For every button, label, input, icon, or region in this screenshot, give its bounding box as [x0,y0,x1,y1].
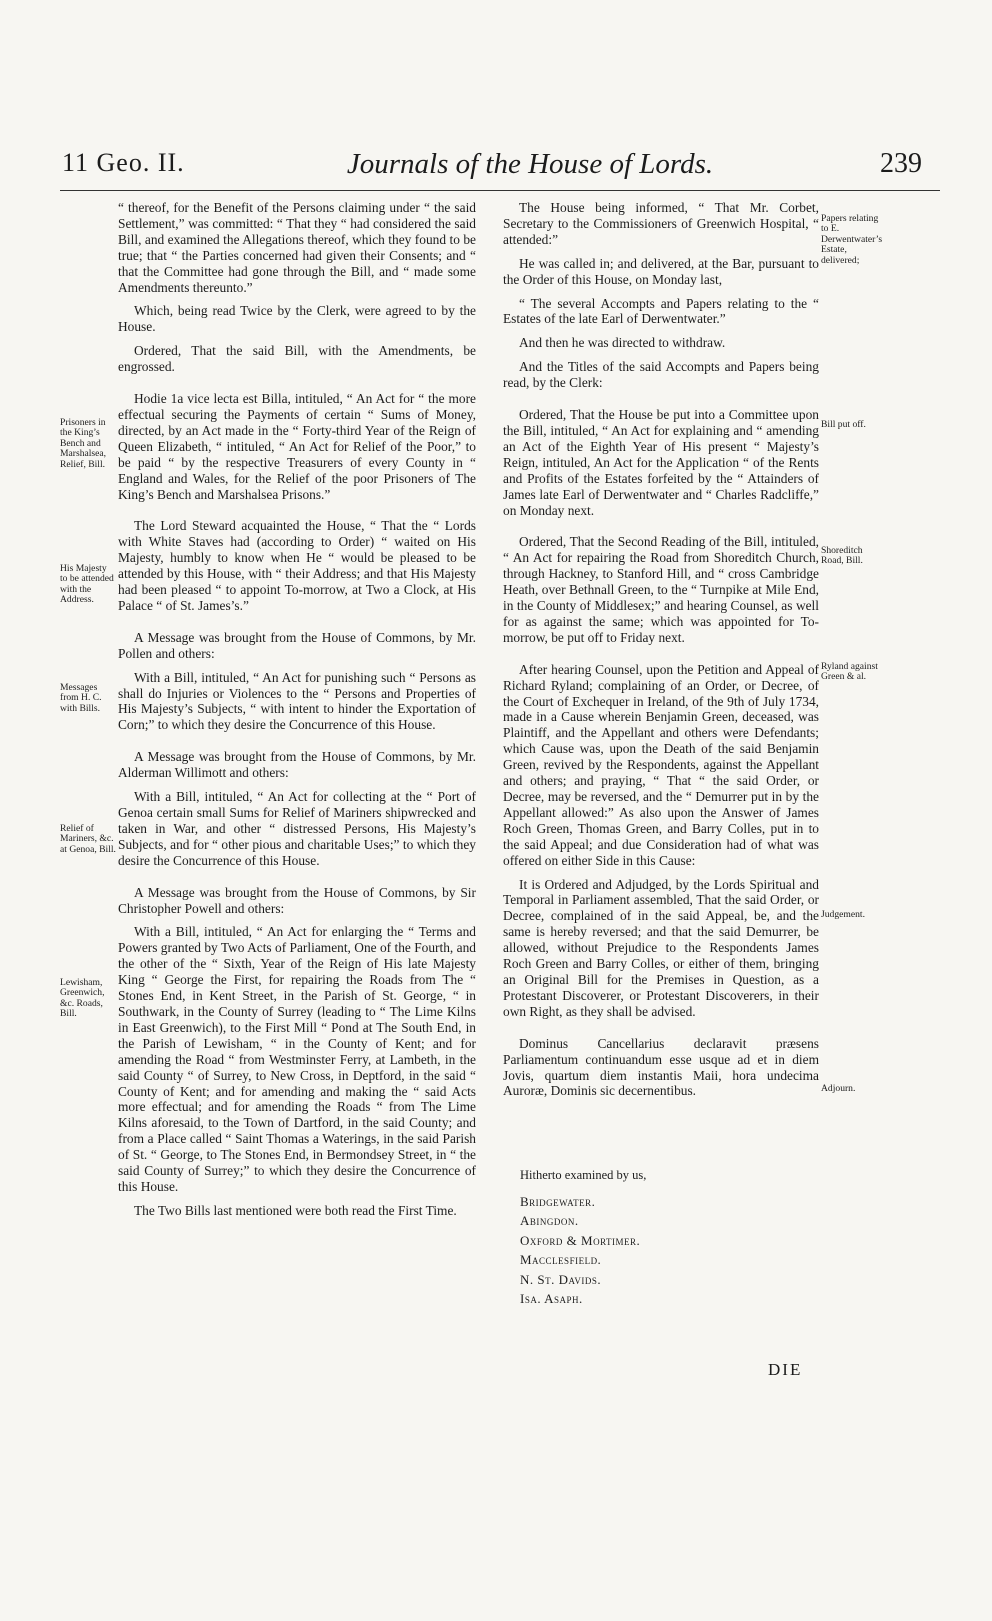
paragraph: The Lord Steward acquainted the House, “ That the “ Lords with White Staves had (according to Order) “ waited on His Majesty, humbly to know when He “ would be pleased to be attended by this House, with “ their Address; and that His Majesty had been pleased “ to appoint To-morrow, at Two a Clock, at His Palace “ of St. James’s.” [118,518,476,613]
paragraph: A Message was brought from the House of Commons, by Sir Christopher Powell and others: [118,884,476,916]
paragraph: And the Titles of the said Accompts and Papers being read, by the Clerk: [503,359,819,391]
margin-note-prisoners-bill: Prisoners in the King’s Bench and Marshalsea, Relief, Bill. [60,417,107,470]
paragraph: The House being informed, “ That Mr. Corbet, Secretary to the Commissioners of Greenwich Hospital, “ attended:” [503,200,819,247]
signature-intro: Hitherto examined by us, [520,1168,647,1182]
paragraph: He was called in; and delivered, at the Bar, pursuant to the Order of this House, on Monday last, [503,255,819,287]
journal-title-header: Journals of the House of Lords. [346,148,714,180]
paragraph: With a Bill, intituled, “ An Act for enlarging the “ Terms and Powers granted by Two Acts of Parliament, One of the Fourth, and the other of the “ Sixth, Year of the Reign of His late Majesty King “ George the First, for repairing the Roads from The “ Stones End, in Kent Street, in the Parish of St. George, “ in Southwark, in the County of Surrey (leading to “ The Lime Kilns in East Greenwich), to the First Mill “ Pond at The South End, in the Parish of Lewisham, “ in the County of Kent; and for amending the Road “ from Westminster Ferry, at Lambeth, in the said County “ of Surrey, to New Cross, in Deptford, in the said “ County of Kent; and for amending and making the “ said Acts more effectual; and for amending the Roads “ from The Lime Kilns aforesaid, to the Town of Dartford, in the said County; and from a Place called “ Saint Thomas a Waterings, in the said Parish of St. “ George, to The Stones End, in Bermondsey Street, in “ the said County of Surrey;” to which they desire the Concurrence of this House. [118,924,476,1194]
paragraph: A Message was brought from the House of Commons, by Mr. Pollen and others: [118,629,476,661]
margin-note-judgement: Judgement. [821,909,865,920]
paragraph: After hearing Counsel, upon the Petition and Appeal of Richard Ryland; complaining of an Order, or Decree, of the Court of Exchequer in Ireland, of the 9th of July 1734, made in a Cause wherein Benjamin Green, deceased, was Plaintiff, and the Appellant and others were Defendants; which Cause was, upon the Death of the said Benjamin Green, revived by the Respondents, against the Appellant and others; and praying, “ That “ the said Order, or Decree, may be reversed, and the “ Demurrer put in by the Appellant allowed:” As also upon the Answer of James Roch Green, Thomas Green, and Barry Colles, put in to the said Appeal; and due Consideration had of what was offered on either Side in this Cause: [503,661,819,868]
signature-block [520,1166,646,1309]
signature-name: N. St. Davids. [520,1271,602,1287]
left-column [118,200,476,1227]
header-rule [60,190,940,191]
paragraph: “ thereof, for the Benefit of the Persons claiming under “ the said Settlement,” was committed: “ That they “ had considered the said Bill, and examined the Allegations thereof, which they found to be true; that “ the Parties concerned had given their Consents; and “ that the Committee had gone through the Bill, and “ made some Amendments thereunto.” [118,200,476,295]
paragraph: With a Bill, intituled, “ An Act for collecting at the “ Port of Genoa certain small Sums for Relief of Mariners shipwrecked and taken in War, and other “ distressed Persons, His Majesty’s Subjects, and for “ other pious and charitable Uses;” to which they desire the Concurrence of this House. [118,789,476,868]
right-column [503,200,819,1107]
regnal-year-header: 11 Geo. II. [62,148,185,177]
margin-note-adjourn: Adjourn. [821,1083,856,1094]
paragraph: It is Ordered and Adjudged, by the Lords Spiritual and Temporal in Parliament assembled, That the said Order, or Decree, complained of in the said Appeal, be, and the same is hereby reversed; and that the said Demurrer, be allowed, without Prejudice to the Respondents James Roch Green and Barry Colles, or either of them, bringing an Original Bill for the Premises in Question, as a Protestant Discoverer, or Protestant Discoverers, in their own Right, as they shall be advised. [503,876,819,1019]
margin-note-lewisham-bill: Lewisham, Greenwich, &c. Roads, Bill. [60,977,105,1020]
paragraph: The Two Bills last mentioned were both read the First Time. [134,1202,457,1218]
paragraph: With a Bill, intituled, “ An Act for punishing such “ Persons as shall do Injuries or Violences to the “ Persons and Properties of His Majesty’s Subjects, “ with intent to hinder the Exportation of Corn;” to which they desire the Concurrence of this House. [118,669,476,733]
margin-note-his-majesty: His Majesty to be attended with the Address. [60,563,114,606]
signature-name: Bridgewater. [520,1193,596,1209]
signature-name: Macclesfield. [520,1252,602,1267]
paragraph: Dominus Cancellarius declaravit præsens Parliamentum continuandum esse usque ad et in diem Jovis, quartum diem instantis Maii, hora undecima Auroræ, Dominis sic decernentibus. [503,1035,819,1099]
paragraph: Ordered, That the House be put into a Committee upon the Bill, intituled, “ An Act for explaining and “ amending an Act of the Eighth Year of His present “ Majesty’s Reign, intituled, An Act for the Application “ of the Rents and Profits of the Estates forfeited by the “ Attainders of James late Earl of Derwentwater and “ Charles Radcliffe,” on Monday next. [503,407,819,518]
signature-name: Isa. Asaph. [520,1291,583,1306]
margin-note-bill-put-off: Bill put off. [821,419,866,430]
margin-note-shoreditch-road: Shoreditch Road, Bill. [821,545,863,567]
signature-name: Oxford & Mortimer. [520,1232,641,1248]
margin-note-messages: Messages from H. C. with Bills. [60,682,102,714]
paragraph: Hodie 1a vice lecta est Billa, intituled, “ An Act for “ the more effectual securing the Payments of certain “ Sums of Money, directed, by an Act made in the “ Forty-third Year of the Reign of Queen Elizabeth, “ intituled, “ An Act for Relief of the Poor,” to be paid “ by the respective Treasurers of every County in “ England and Wales, for the Relief of the poor Prisoners of The King’s Bench and Marshalsea Prisons.” [118,391,476,502]
margin-note-papers-derwentwater: Papers relating to E. Derwentwater’s Estate, delivered; [821,213,883,266]
paragraph: “ The several Accompts and Papers relating to the “ Estates of the late Earl of Derwentwater.” [503,295,819,327]
margin-note-genoa-bill: Relief of Mariners, &c. at Genoa, Bill. [60,823,116,855]
signature-name: Abingdon. [520,1213,579,1228]
page-number: 239 [880,148,922,179]
paragraph: And then he was directed to withdraw. [519,335,726,351]
paragraph: Which, being read Twice by the Clerk, were agreed to by the House. [118,303,476,335]
paragraph: A Message was brought from the House of Commons, by Mr. Alderman Willimott and others: [118,749,476,781]
margin-note-ryland-green: Ryland against Green & al. [821,661,878,683]
paragraph: Ordered, That the Second Reading of the Bill, intituled, “ An Act for repairing the Road from Shoreditch Church, through Hackney, to Stanford Hill, and “ cross Cambridge Heath, over Bethnall Green, to the “ Turnpike at Mile End, in the County of Middlesex;” and hearing Counsel, as well for as against the same; which was appointed for To-morrow, be put off to Friday next. [503,534,819,645]
paragraph: Ordered, That the said Bill, with the Amendments, be engrossed. [118,343,476,375]
catchword: DIE [768,1360,803,1379]
